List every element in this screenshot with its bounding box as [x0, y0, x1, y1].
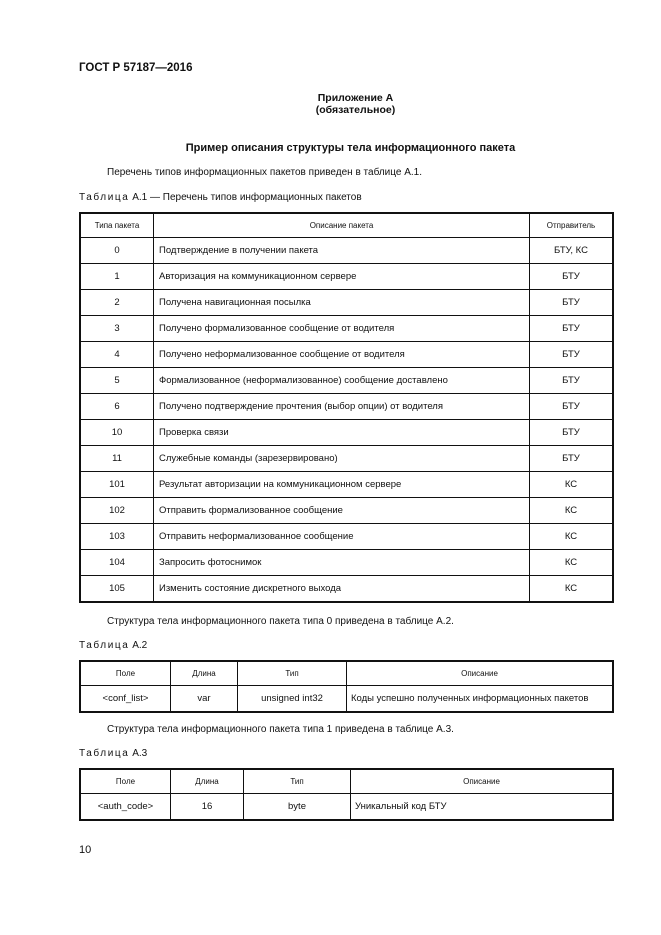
cell-packet-type: 11 — [80, 446, 154, 472]
cell-sender: БТУ — [530, 446, 614, 472]
cell-packet-type: 105 — [80, 576, 154, 603]
section-title: Пример описания структуры тела информационного пакета — [185, 142, 516, 154]
column-header: Длина — [171, 769, 244, 794]
cell-length: 16 — [171, 794, 244, 821]
document-header: ГОСТ Р 57187—2016 — [79, 62, 193, 74]
cell-description: Коды успешно полученных информационных пакетов — [347, 686, 614, 713]
column-header: Тип — [244, 769, 351, 794]
table-row — [80, 316, 613, 342]
column-header: Типа пакета — [80, 213, 154, 238]
cell-packet-type: 0 — [80, 238, 154, 264]
cell-sender: БТУ — [530, 290, 614, 316]
cell-description: Получена навигационная посылка — [154, 290, 530, 316]
cell-packet-type: 6 — [80, 394, 154, 420]
caption-prefix: Таблица — [79, 192, 130, 203]
cell-sender: БТУ — [530, 368, 614, 394]
cell-packet-type: 5 — [80, 368, 154, 394]
table-row — [80, 394, 613, 420]
column-header: Описание — [347, 661, 614, 686]
cell-packet-type: 3 — [80, 316, 154, 342]
table-row — [80, 686, 613, 713]
cell-description: Подтверждение в получении пакета — [154, 238, 530, 264]
cell-packet-type: 4 — [80, 342, 154, 368]
cell-packet-type: 101 — [80, 472, 154, 498]
cell-description: Получено подтверждение прочтения (выбор опции) от водителя — [154, 394, 530, 420]
caption-text: А.3 — [132, 748, 148, 759]
cell-packet-type: 103 — [80, 524, 154, 550]
cell-packet-type: 10 — [80, 420, 154, 446]
table-a3-intro: Структура тела информационного пакета типа 1 приведена в таблице А.3. — [107, 724, 454, 735]
caption-text: А.1 — Перечень типов информационных пакетов — [132, 192, 362, 203]
table-a2 — [79, 660, 614, 713]
cell-sender: КС — [530, 472, 614, 498]
table-row — [80, 264, 613, 290]
appendix-subtitle: (обязательное) — [315, 104, 396, 116]
column-header: Описание — [351, 769, 614, 794]
table-row — [80, 446, 613, 472]
cell-field: <auth_code> — [80, 794, 171, 821]
table-row — [80, 368, 613, 394]
cell-sender: БТУ — [530, 342, 614, 368]
cell-field: <conf_list> — [80, 686, 171, 713]
cell-description: Получено формализованное сообщение от водителя — [154, 316, 530, 342]
cell-description: Получено неформализованное сообщение от водителя — [154, 342, 530, 368]
cell-sender: БТУ, КС — [530, 238, 614, 264]
cell-packet-type: 2 — [80, 290, 154, 316]
cell-sender: КС — [530, 576, 614, 603]
page-number: 10 — [79, 844, 92, 856]
cell-description: Авторизация на коммуникационном сервере — [154, 264, 530, 290]
intro-paragraph: Перечень типов информационных пакетов приведен в таблице А.1. — [107, 167, 423, 178]
table-a2-intro: Структура тела информационного пакета типа 0 приведена в таблице А.2. — [107, 616, 454, 627]
column-header: Поле — [80, 661, 171, 686]
table-a1 — [79, 212, 614, 603]
cell-description: Уникальный код БТУ — [351, 794, 614, 821]
cell-packet-type: 104 — [80, 550, 154, 576]
cell-sender: БТУ — [530, 420, 614, 446]
table-a3-caption — [79, 748, 147, 759]
cell-packet-type: 102 — [80, 498, 154, 524]
table-row — [80, 290, 613, 316]
cell-sender: БТУ — [530, 316, 614, 342]
cell-sender: КС — [530, 550, 614, 576]
table-row — [80, 550, 613, 576]
cell-description: Результат авторизации на коммуникационном сервере — [154, 472, 530, 498]
table-row — [80, 498, 613, 524]
table-a2-caption — [79, 640, 147, 651]
table-a3 — [79, 768, 614, 821]
table-row — [80, 794, 613, 821]
column-header: Поле — [80, 769, 171, 794]
caption-prefix: Таблица — [79, 748, 130, 759]
cell-type: unsigned int32 — [238, 686, 347, 713]
cell-sender: КС — [530, 524, 614, 550]
table-header-row — [80, 213, 613, 238]
table-row — [80, 342, 613, 368]
cell-description: Изменить состояние дискретного выхода — [154, 576, 530, 603]
table-row — [80, 524, 613, 550]
cell-length: var — [171, 686, 238, 713]
appendix-title: Приложение А — [317, 92, 394, 104]
column-header: Тип — [238, 661, 347, 686]
cell-type: byte — [244, 794, 351, 821]
cell-sender: БТУ — [530, 264, 614, 290]
caption-text: А.2 — [132, 640, 148, 651]
column-header: Отправитель — [530, 213, 614, 238]
cell-description: Отправить формализованное сообщение — [154, 498, 530, 524]
cell-description: Служебные команды (зарезервировано) — [154, 446, 530, 472]
column-header: Длина — [171, 661, 238, 686]
column-header: Описание пакета — [154, 213, 530, 238]
cell-sender: БТУ — [530, 394, 614, 420]
caption-prefix: Таблица — [79, 640, 130, 651]
table-header-row — [80, 769, 613, 794]
table-row — [80, 472, 613, 498]
cell-description: Отправить неформализованное сообщение — [154, 524, 530, 550]
table-row — [80, 238, 613, 264]
table-header-row — [80, 661, 613, 686]
table-a1-caption — [79, 192, 362, 203]
cell-description: Проверка связи — [154, 420, 530, 446]
cell-description: Формализованное (неформализованное) сообщение доставлено — [154, 368, 530, 394]
cell-packet-type: 1 — [80, 264, 154, 290]
table-row — [80, 420, 613, 446]
cell-description: Запросить фотоснимок — [154, 550, 530, 576]
cell-sender: КС — [530, 498, 614, 524]
table-row — [80, 576, 613, 603]
